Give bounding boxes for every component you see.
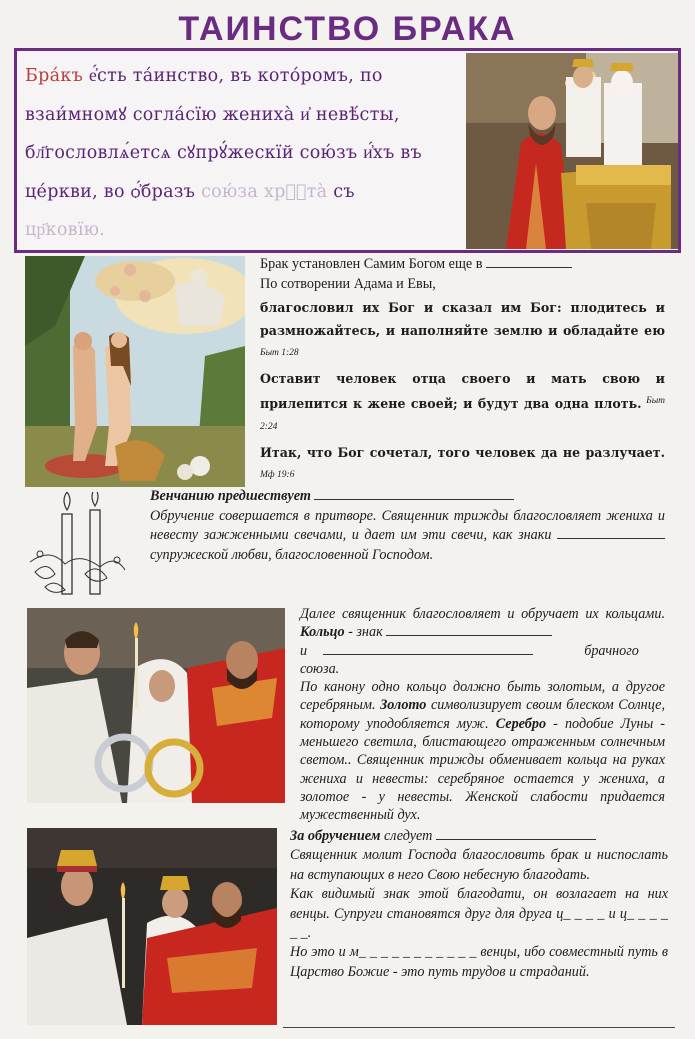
paragraph-4 [290, 827, 668, 982]
p3-ring-text: - знак [348, 624, 383, 641]
p1-line-1: Брак установлен Самим Богом еще в [260, 256, 483, 272]
quote-matthew-19-6: Итак, что Бог сочетал, того человек да не разлучает. [260, 444, 665, 460]
p3-line-1: Далее священник благословляет и обручает их [300, 606, 599, 622]
ref-genesis-2-24: Быт 2:24 [260, 396, 666, 432]
intro-line-4c: съ [333, 181, 355, 202]
ref-matthew-19-6: Мф 19:6 [260, 470, 295, 481]
p4-text-2: Как видимый знак этой благодати, он возлагает на них венцы. Супруги становятся друг для друга ц_ _ _ _ и ц_ _ _ _ _ _. [290, 886, 668, 942]
p3-silver-bold: Серебро [495, 715, 547, 732]
p1-blank[interactable] [486, 256, 572, 268]
p2-text-2: супружеской любви, благословенной Господом. [150, 546, 434, 563]
ring-exchange-photo [27, 608, 285, 803]
p4-heading: За обручением [290, 828, 381, 844]
p4-heading-blank[interactable] [436, 828, 596, 840]
quote-genesis-1-28: благословил их Бог и сказал им Бог: плодитесь и размножайтесь, и наполняйте землю и обладайте ею [260, 300, 665, 338]
p3-gold-bold: Золото [380, 697, 427, 714]
p3-ring-label: кольцами. [605, 606, 665, 622]
intro-line-4b: сою́за хрⷭ҇та̀ [195, 181, 334, 202]
intro-line-3: бл҃гословлѧ́етсѧ сꙋпрꙋ́жескїй сою́зъ и҆́хъ въ [25, 143, 422, 163]
intro-box [14, 48, 681, 253]
p3-ring-blank[interactable] [386, 624, 552, 636]
p2-text-1: Обручение совершается в притворе. Священник трижды благословляет жениха и невесту зажженными свечами, и дает им эти свечи, как знаки [150, 507, 665, 544]
crowning-photo [27, 828, 277, 1025]
intro-slavonic-text [25, 57, 470, 250]
p3-silver-text: - подобие Луны - меньшего светила, блистающего отраженным солнечным светом.. Священник трижды обменивает кольца на руках жениха и невесты: серебряное остается у жениха, а золотое - у невесты. Женской слабости придается мужественный дух. [300, 715, 666, 824]
p4-text-3: Но это и м_ _ _ _ _ _ _ _ _ _ _ венцы, ибо совместный путь в Царство Божие - это путь трудов и страданий. [290, 944, 668, 980]
p2-heading-blank[interactable] [314, 488, 514, 500]
paragraph-3 [300, 605, 665, 825]
priest-altar-photo [466, 53, 678, 249]
intro-line-4a: це́ркви, во ѻ҆́бразъ [25, 181, 196, 202]
bottom-rule [283, 1027, 675, 1028]
page-title: ТАИНСТВО БРАКА [178, 10, 517, 48]
p3-and-blank[interactable] [323, 643, 533, 655]
intro-first-word: Бра́къ [25, 66, 84, 86]
p2-heading: Венчанию предшествует [150, 488, 311, 504]
candles-drawing [25, 492, 130, 607]
p4-text-1: Священник молит Господа благословить брак и ниспослать на вступающих в него Свою небесную благодать. [290, 847, 668, 883]
p3-canon: По канону одно кольцо должно быть золотым, а другое серебряным. [300, 679, 665, 714]
quote-genesis-2-24: Оставит человек отца своего и мать свою и прилепится к жене своей; и будут два одна плоть. [260, 370, 665, 412]
p2-text-blank[interactable] [557, 527, 665, 539]
paragraph-2 [150, 487, 665, 565]
intro-line-1: е҆́сть та́инство, въ кото́ромъ, по [83, 66, 383, 86]
p3-marital: брачного [584, 642, 639, 659]
intro-line-2: взаи́мномꙋ согла́сїю жениха̀ и҆ невѣ́сты, [25, 104, 400, 125]
p3-and: и [300, 642, 308, 659]
p4-heading-tail: следует [383, 828, 433, 844]
ref-genesis-1-28: Быт 1:28 [260, 348, 299, 359]
paragraph-1 [260, 255, 665, 490]
intro-line-5: цр҃ковїю. [25, 220, 106, 240]
adam-eve-painting [25, 256, 245, 487]
p1-line-2: По сотворении Адама и Евы, [260, 275, 436, 292]
p3-ring-bold: Кольцо [300, 624, 345, 641]
p3-union: союза. [300, 660, 340, 677]
p3-gold-text: символизирует своим блеском Солнце, которому уподобляется муж. [300, 697, 666, 732]
